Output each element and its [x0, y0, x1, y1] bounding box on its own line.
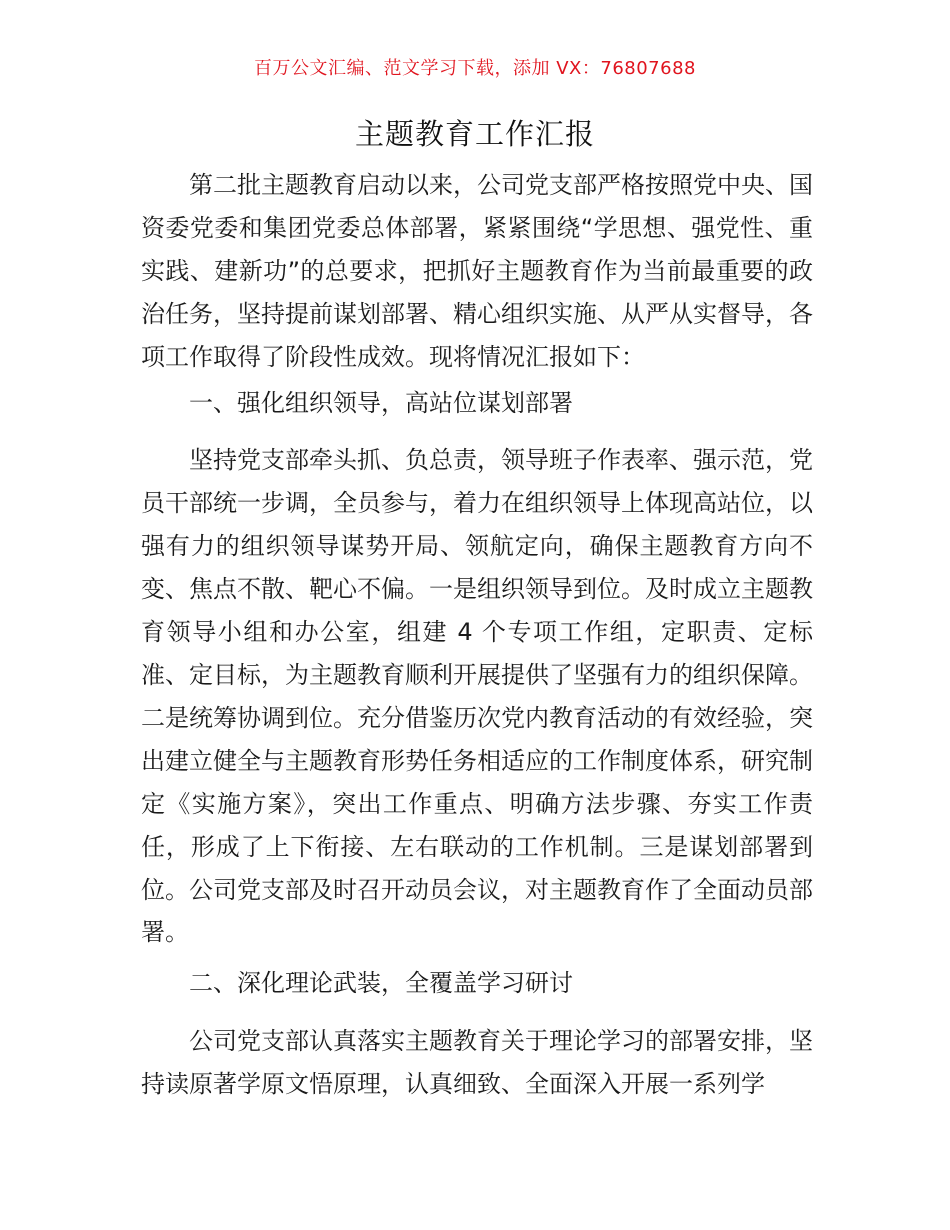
section-heading-1: 一、强化组织领导，高站位谋划部署	[189, 388, 573, 417]
section-body-1: 坚持党支部牵头抓、负总责，领导班子作表率、强示范，党员干部统一步调，全员参与，着力在组织领导上体现高站位，以强有力的组织领导谋势开局、领航定向，确保主题教育方向不变、焦点不散、靶心不偏。一是组织领导到位。及时成立主题教育领导小组和办公室，组建 4 个专项工作组，定职责、定标准、定目标，为主题教育顺利开展提供了坚强有力的组织保障。二是统筹协调到位。充分借鉴历次党内教育活动的有效经验，突出建立健全与主题教育形势任务相适应的工作制度体系，研究制定《实施方案》，突出工作重点、明确方法步骤、夯实工作责任，形成了上下衔接、左右联动的工作机制。三是谋划部署到位。公司党支部及时召开动员会议，对主题教育作了全面动员部署。	[141, 446, 813, 947]
section-body-2: 公司党支部认真落实主题教育关于理论学习的部署安排，坚持读原著学原文悟原理，认真细致、全面深入开展一系列学	[141, 1027, 813, 1099]
document-body	[141, 164, 813, 1106]
intro-paragraph: 第二批主题教育启动以来，公司党支部严格按照党中央、国资委党委和集团党委总体部署，紧紧围绕“学思想、强党性、重实践、建新功”的总要求，把抓好主题教育作为当前最重要的政治任务，坚持提前谋划部署、精心组织实施、从严从实督导，各项工作取得了阶段性成效。现将情况汇报如下：	[141, 171, 813, 371]
section-heading-2: 二、深化理论武装，全覆盖学习研讨	[189, 969, 573, 998]
watermark-header: 百万公文汇编、范文学习下载，添加 VX：76807688	[254, 58, 696, 79]
page-title: 主题教育工作汇报	[354, 117, 595, 151]
